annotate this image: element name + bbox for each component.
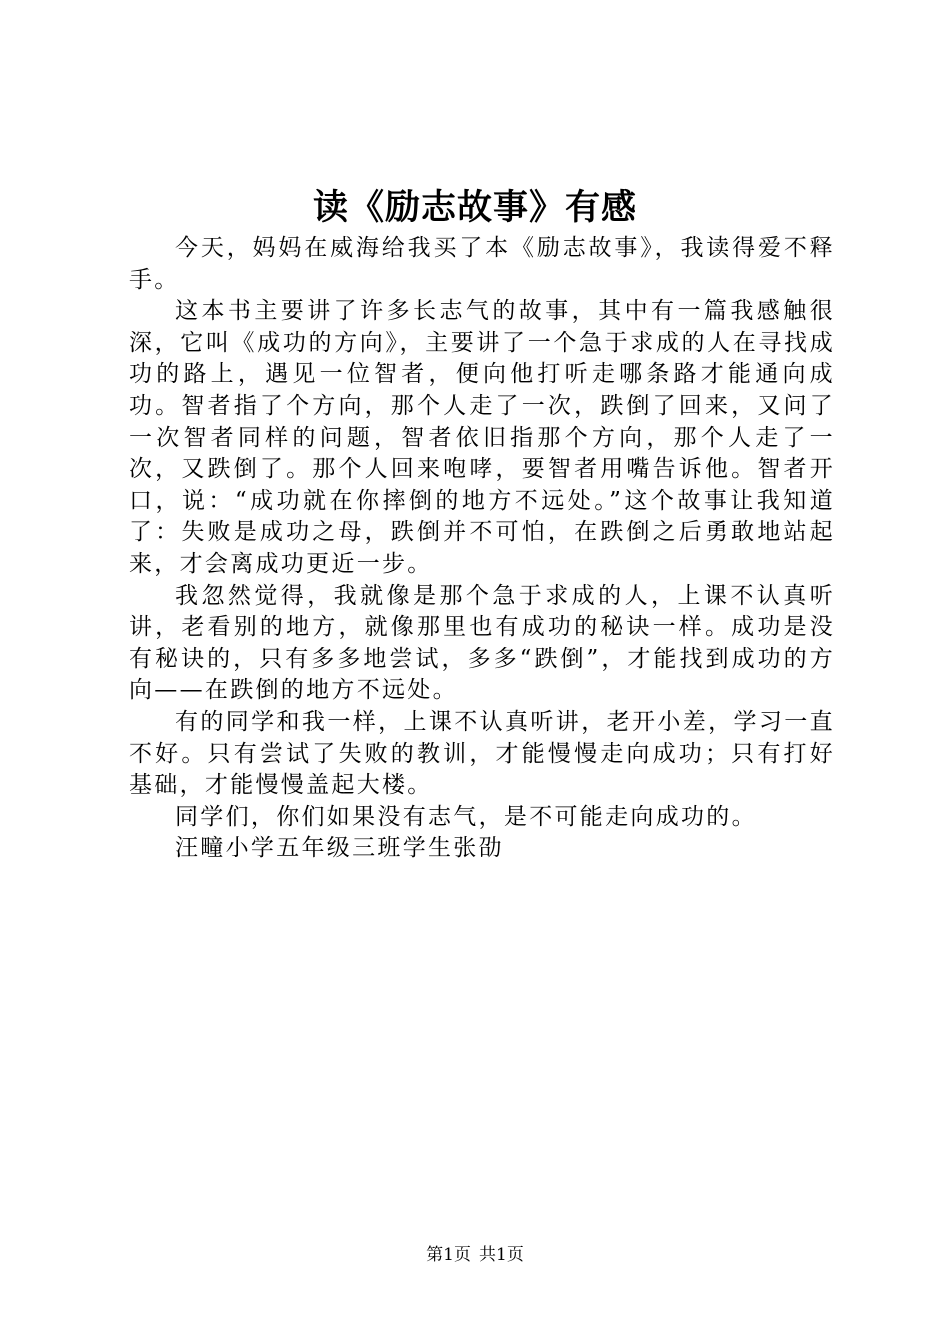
page-total: 共1页 bbox=[479, 1245, 524, 1265]
paragraph: 我忽然觉得，我就像是那个急于求成的人，上课不认真听讲，老看别的地方，就像那里也有成功的秘诀一样。成功是没有秘诀的，只有多多地尝试，多多“跌倒”，才能找到成功的方向——在跌倒的地方不远处。 bbox=[129, 582, 835, 704]
page-number: 第1页 bbox=[426, 1245, 471, 1265]
author-signature: 汪疃小学五年级三班学生张劭 bbox=[175, 835, 504, 862]
page-footer bbox=[0, 1243, 950, 1267]
document-title: 读《励志故事》有感 bbox=[312, 187, 637, 228]
document-body bbox=[129, 233, 835, 865]
paragraph: 同学们，你们如果没有志气，是不可能走向成功的。 bbox=[175, 803, 757, 830]
paragraph: 今天，妈妈在威海给我买了本《励志故事》，我读得爱不释手。 bbox=[129, 235, 835, 293]
paragraph: 这本书主要讲了许多长志气的故事，其中有一篇我感触很深，它叫《成功的方向》，主要讲了一个急于求成的人在寻找成功的路上，遇见一位智者，便向他打听走哪条路才能通向成功。智者指了个方向，那个人走了一次，跌倒了回来，又问了一次智者同样的问题，智者依旧指那个方向，那个人走了一次，又跌倒了。那个人回来咆哮，要智者用嘴告诉他。智者开口，说：“成功就在你摔倒的地方不远处。”这个故事让我知道了：失败是成功之母，跌倒并不可怕，在跌倒之后勇敢地站起来，才会离成功更近一步。 bbox=[129, 298, 835, 577]
paragraph: 有的同学和我一样，上课不认真听讲，老开小差，学习一直不好。只有尝试了失败的教训，才能慢慢走向成功；只有打好基础，才能慢慢盖起大楼。 bbox=[129, 708, 835, 799]
